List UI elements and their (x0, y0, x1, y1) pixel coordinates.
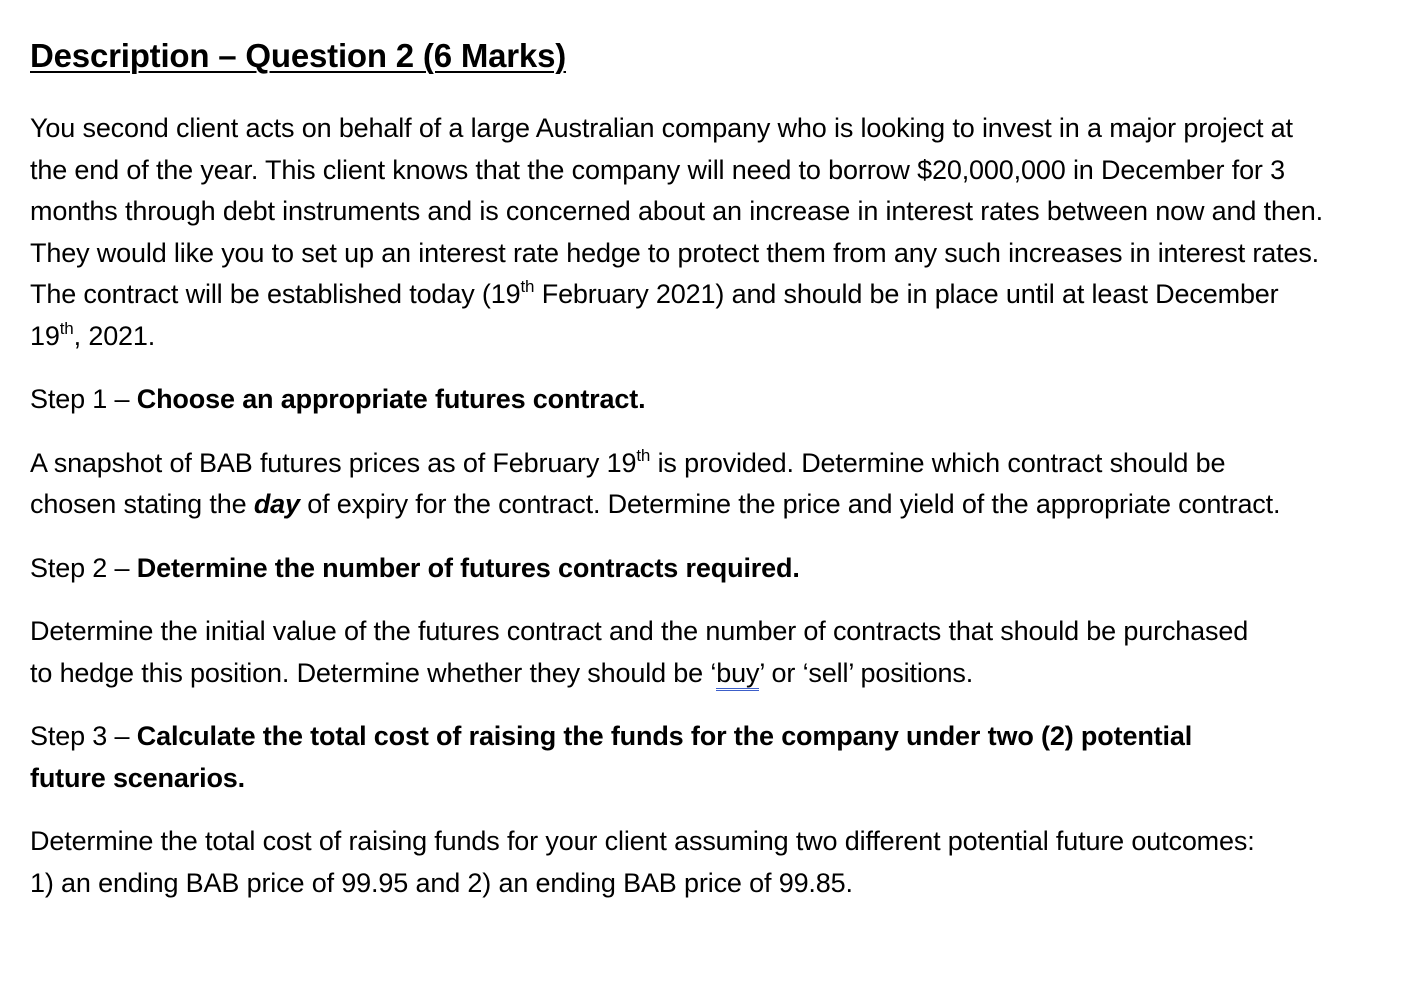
step-2-text-b: ’ or ‘sell’ positions. (759, 657, 974, 688)
superscript: th (59, 318, 74, 338)
step-2-prefix: Step 2 – (30, 552, 137, 583)
step-2-heading (30, 548, 1400, 590)
step-1-text-a: A snapshot of BAB futures prices as of February 19 (30, 447, 637, 478)
step-3-heading (30, 716, 1270, 799)
intro-text-2: February 2021) and should be in place until at least December 19 (30, 279, 1279, 351)
step-1-heading (30, 379, 1400, 421)
step-3-prefix: Step 3 – (30, 721, 137, 751)
superscript: th (636, 445, 651, 465)
step-1-emphasis: day (253, 489, 300, 519)
step-2-text-a: Determine the initial value of the futures contract and the number of contracts that should be purchased to hedge this position. Determine whether they should be ‘ (30, 616, 1249, 688)
question-heading: Description – Question 2 (6 Marks) (30, 37, 567, 74)
step-1-prefix: Step 1 – (30, 384, 137, 414)
step-1-text-c: of expiry for the contract. Determine the price and yield of the appropriate contract. (299, 489, 1281, 519)
step-1-title: Choose an appropriate futures contract. (136, 384, 646, 414)
step-2-paragraph (30, 611, 1250, 694)
intro-text-1: You second client acts on behalf of a large Australian company who is looking to invest in a major project at the end of the year. This client knows that the company will need to borrow $20,000,000 in December for 3 months through debt instruments and is concerned about an increase in interest rates between now and then. They would like you to set up an interest rate hedge to protect them from any such increases in interest rates. The contract will be established today (19 (30, 113, 1323, 309)
step-3-title: Calculate the total cost of raising the funds for the company under two (2) potential future scenarios. (30, 721, 1193, 793)
step-2-title: Determine the number of futures contracts required. (136, 552, 800, 583)
step-1-paragraph (30, 443, 1300, 526)
superscript: th (520, 277, 535, 296)
step-3-paragraph (30, 821, 1270, 904)
intro-paragraph (30, 108, 1330, 357)
intro-text-3: , 2021. (73, 320, 156, 351)
document-page (30, 34, 1400, 926)
step-3-text: Determine the total cost of raising funds for your client assuming two different potential future outcomes: 1) an ending BAB price of 99.95 and 2) an ending BAB price of 99.85. (30, 826, 1255, 898)
buy-word-spellcheck[interactable]: buy (716, 658, 759, 691)
step-1-text-b: is provided. Determine which contract should be chosen stating the (30, 447, 1226, 519)
